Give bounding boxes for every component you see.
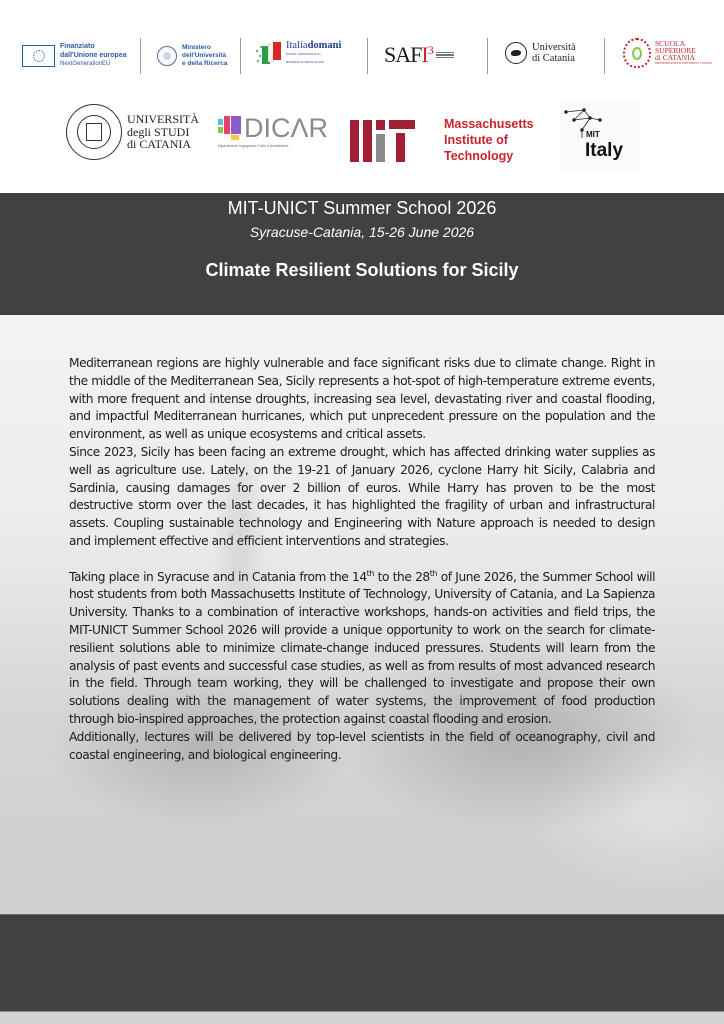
mit-mark-icon	[350, 120, 416, 160]
ssc-line3: di CATANIA	[655, 53, 696, 62]
paragraph-intro: Mediterranean regions are highly vulnerable and face significant risks due to climate change. Right in the middle of the Mediterranean Sea, Sicily represents a hot-spot of high-temperature extreme events, with more frequent and intense droughts, increasing sea level, devastating river and coastal flooding, and impactful Mediterranean hurricanes, which put unprecedent pressure on the population and the environment, as well as unique ecosystems and critical assets.	[69, 356, 655, 442]
scuola-superiore-emblem-icon	[622, 36, 652, 70]
logo-divider	[140, 38, 141, 74]
dicar-subtitle: Dipartimento Ingegneria Civile e Architettura	[218, 144, 289, 148]
mur-logo	[157, 44, 228, 68]
safi3-wordmark: SAFI$^3$	[384, 42, 433, 67]
unict-small-line2: di Catania	[532, 53, 575, 64]
ssc-subtitle: MEDITERRANEAN UNIVERSITY CENTER	[655, 61, 712, 65]
unict-large-line3: di CATANIA	[127, 137, 192, 152]
logo-divider	[487, 38, 488, 74]
unict-large-line2: degli STUDI	[127, 124, 190, 139]
dicar-logo	[218, 113, 329, 150]
mit-italy-line2: Italy	[585, 140, 624, 161]
event-location-dates: Syracuse-Catania, 15-26 June 2026	[249, 224, 475, 240]
ssc-line2: SUPERIORE	[655, 46, 696, 55]
mur-logo-line3: e della Ricerca	[182, 60, 228, 67]
logo-row-2	[0, 100, 724, 170]
safi3-subtitle-lines	[436, 51, 454, 59]
paragraph-lectures: Additionally, lectures will be delivered by top-level scientists in the field of oceanography, civil and coastal engineering, and biological engineering.	[69, 729, 655, 762]
logo-divider	[240, 38, 241, 74]
mur-logo-line1: Ministero	[182, 44, 211, 51]
dicar-blocks-icon	[218, 116, 242, 140]
footer-band	[0, 914, 724, 1012]
mit-line1: Massachusetts	[444, 117, 534, 131]
eu-logo-line2: dall'Unione europea	[60, 52, 127, 59]
mit-logo	[350, 116, 534, 164]
event-headline: Climate Resilient Solutions for Sicily	[205, 260, 519, 280]
unict-large-line1: UNIVERSITÀ	[127, 112, 199, 127]
mit-italy-line1: MIT	[586, 130, 600, 139]
paragraph-drought: Since 2023, Sicily has been facing an extreme drought, which has affected drinking water supplies as well as agriculture use. Lately, on the 19-21 of January 2026, cyclone Harry hit Sicily, Calabria and Sardinia, causing damages for over 2 billion of euros. While Harry has proven to be the most destructive storm over the last decades, it has highlighted the fragility of urban and infrastructural assets. Coupling sustainable technology and Engineering with Nature approach is needed to design and implement effective and efficient interventions and strategies.	[69, 444, 655, 548]
italiadomani-logo	[256, 42, 341, 66]
paragraph-program: Taking place in Syracuse and in Catania from the 14th to the 28th of June 2026, the Summer School will host students from both Massachusetts Institute of Technology, University of Catania, and La Sapienza University. Thanks to a combination of interactive workshops, hands-on activities and field trips, the MIT-UNICT Summer School 2026 will provide a unique opportunity to work on the search for climate-resilient solutions able to minimize climate-change induced pressures. Students will learn from the analysis of past events and successful case studies, as well as from results of most advanced research in the field. Through team working, they will be challenged to investigate and propose their own solutions dealing with the management of water systems, the improvement of food production through bio-inspired approaches, the protection against coastal flooding and erosion.	[69, 568, 656, 726]
mit-line3: Technology	[444, 149, 514, 163]
italian-republic-emblem-icon	[157, 46, 177, 66]
event-title: MIT-UNICT Summer School 2026	[227, 198, 497, 218]
logo-header	[0, 0, 724, 193]
mur-logo-line2: dell'Università	[182, 52, 227, 59]
mit-italy-logo	[560, 100, 640, 172]
body-text	[69, 355, 655, 764]
ssc-line1: SCUOLA	[655, 39, 686, 48]
safi3-logo	[384, 42, 454, 68]
italian-flag-icon	[256, 42, 282, 66]
eu-flag-icon	[22, 45, 55, 67]
unict-small-line1: Università	[532, 42, 576, 53]
unict-seal-icon	[505, 42, 527, 64]
eu-logo-line3: NextGenerationEU	[60, 61, 111, 67]
title-banner	[0, 193, 724, 315]
dicar-wordmark: DICΛR	[244, 113, 329, 143]
eu-logo-line1: Finanziato	[60, 43, 95, 50]
italiadomani-subtitle: PIANO NAZIONALE DI RIPRESA E RESILIENZA	[286, 52, 325, 64]
eu-nextgen-logo	[22, 42, 127, 69]
logo-row-1	[0, 36, 724, 76]
unict-seal-large-icon	[66, 104, 122, 160]
scuola-superiore-catania-logo	[622, 36, 712, 70]
mit-line2: Institute of	[444, 133, 508, 147]
logo-divider	[604, 38, 605, 74]
italiadomani-wordmark: Italiadomani	[286, 40, 342, 51]
unict-logo-small	[505, 42, 576, 64]
logo-divider	[367, 38, 368, 74]
unict-logo-large	[66, 104, 199, 160]
